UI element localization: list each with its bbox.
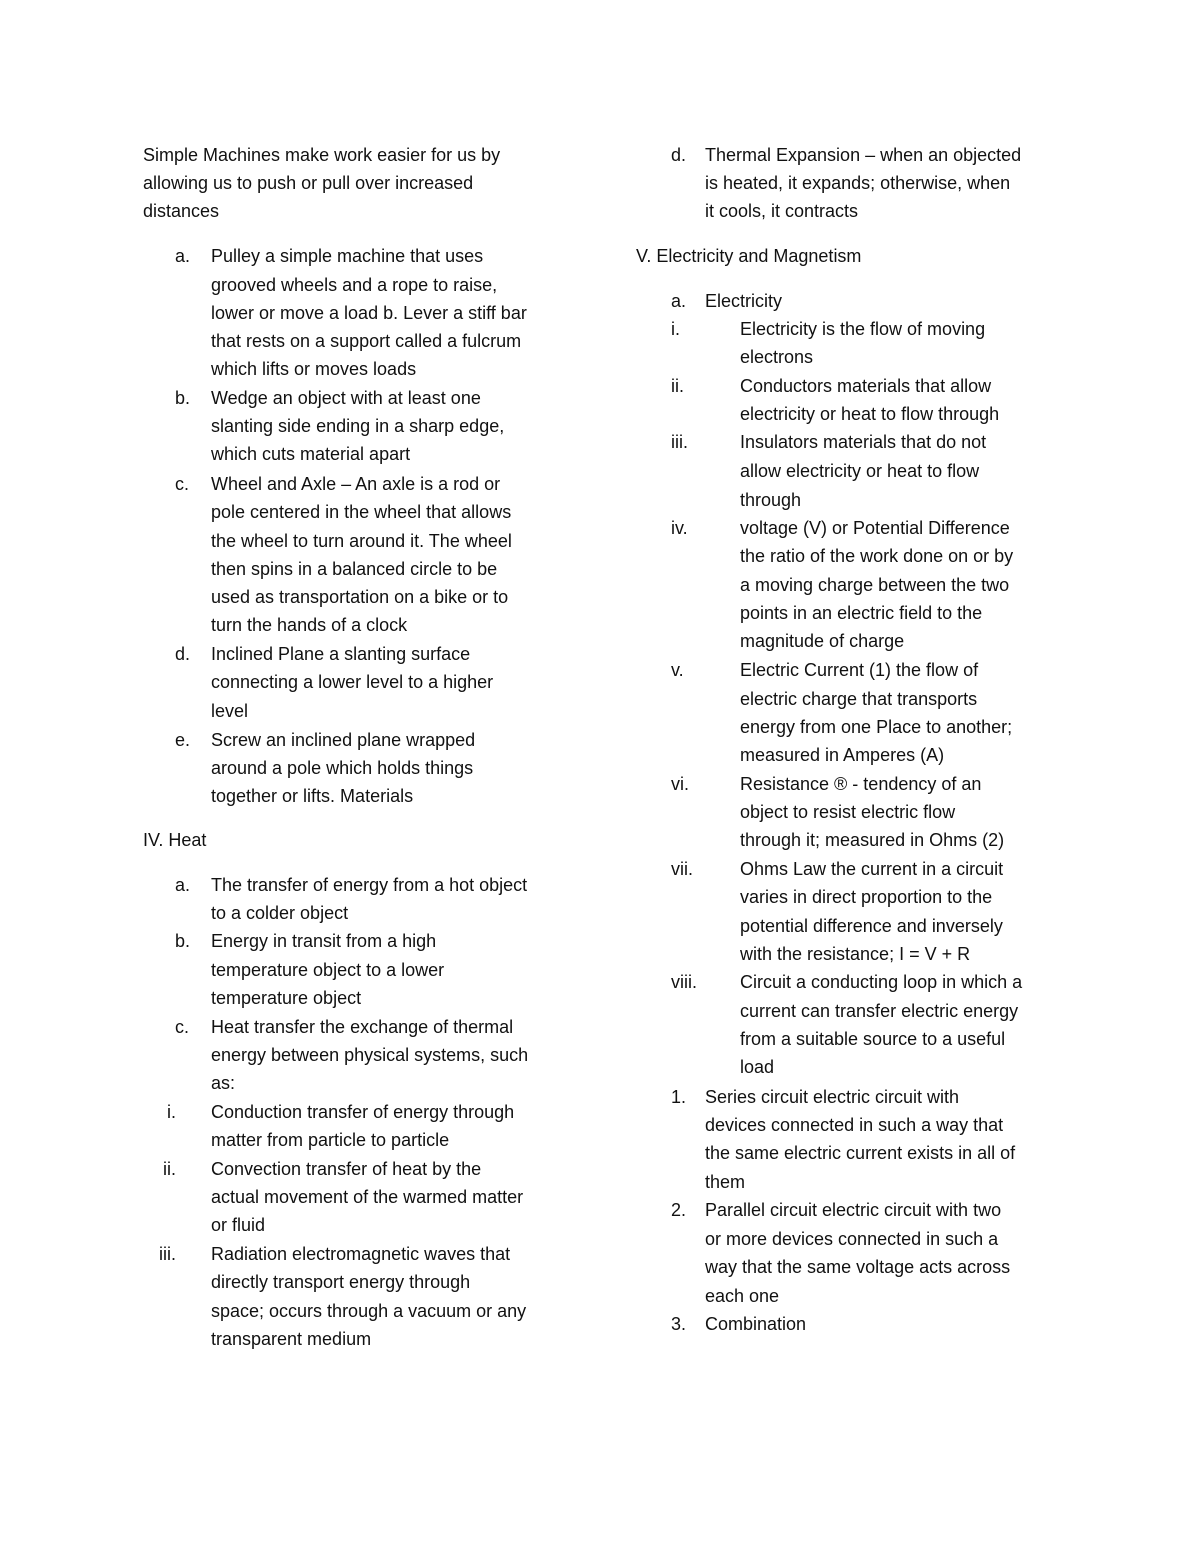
list-marker: ii. <box>671 376 684 396</box>
list-item-line: which lifts or moves loads <box>211 359 417 379</box>
list-item-line: turn the hands of a clock <box>211 615 408 635</box>
list-item-line: together or lifts. Materials <box>211 786 414 806</box>
section-heading-electricity-magnetism: V. Electricity and Magnetism <box>636 246 862 266</box>
list-item-line: Screw an inclined plane wrapped <box>211 730 476 750</box>
list-item-line: through <box>740 490 802 510</box>
list-marker: d. <box>671 145 687 165</box>
list-item-line: Resistance ® - tendency of an <box>740 774 982 794</box>
list-item-line: Radiation electromagnetic waves that <box>211 1244 511 1264</box>
list-marker: d. <box>175 644 191 664</box>
list-item-line: used as transportation on a bike or to <box>211 587 509 607</box>
list-item-line: directly transport energy through <box>211 1272 471 1292</box>
list-marker: c. <box>175 474 190 494</box>
list-item-line: potential difference and inversely <box>740 916 1003 936</box>
list-item-line: around a pole which holds things <box>211 758 474 778</box>
list-item-line: grooved wheels and a rope to raise, <box>211 275 498 295</box>
list-item-line: Wedge an object with at least one <box>211 388 481 408</box>
list-marker: iii. <box>159 1244 176 1264</box>
list-marker: ii. <box>163 1159 176 1179</box>
list-marker: vii. <box>671 859 693 879</box>
list-item-line: from a suitable source to a useful <box>740 1029 1006 1049</box>
list-item-line: as: <box>211 1073 236 1093</box>
list-item-line: or fluid <box>211 1215 266 1235</box>
list-item-line: or more devices connected in such a <box>705 1229 999 1249</box>
list-item-line: slanting side ending in a sharp edge, <box>211 416 505 436</box>
list-item-line: Wheel and Axle – An axle is a rod or <box>211 474 501 494</box>
list-item-line: connecting a lower level to a higher <box>211 672 494 692</box>
list-item-line: varies in direct proportion to the <box>740 887 993 907</box>
list-marker: 3. <box>671 1314 687 1334</box>
list-marker: b. <box>175 388 191 408</box>
list-marker: a. <box>175 246 191 266</box>
list-item-line: matter from particle to particle <box>211 1130 450 1150</box>
list-item-line: allow electricity or heat to flow <box>740 461 980 481</box>
list-item-line: it cools, it contracts <box>705 201 859 221</box>
list-item-line: Electric Current (1) the flow of <box>740 660 979 680</box>
list-item-line: Convection transfer of heat by the <box>211 1159 482 1179</box>
list-item-line: voltage (V) or Potential Difference <box>740 518 1010 538</box>
list-item-line: Combination <box>705 1314 807 1334</box>
list-item-line: Pulley a simple machine that uses <box>211 246 484 266</box>
list-item-line: Thermal Expansion – when an objected <box>705 145 1022 165</box>
list-item-line: electricity or heat to flow through <box>740 404 1000 424</box>
list-item-line: temperature object to a lower <box>211 960 445 980</box>
list-item-line: Electricity is the flow of moving <box>740 319 986 339</box>
list-marker: 1. <box>671 1087 687 1107</box>
list-item-line: magnitude of charge <box>740 631 905 651</box>
list-item-line: Conduction transfer of energy through <box>211 1102 515 1122</box>
list-marker: 2. <box>671 1200 687 1220</box>
list-item-line: then spins in a balanced circle to be <box>211 559 498 579</box>
list-item-line: Series circuit electric circuit with <box>705 1087 960 1107</box>
list-item-line: actual movement of the warmed matter <box>211 1187 524 1207</box>
list-item-line: a moving charge between the two <box>740 575 1010 595</box>
list-item-line: level <box>211 701 249 721</box>
list-item-line: energy from one Place to another; <box>740 717 1013 737</box>
list-marker: b. <box>175 931 191 951</box>
list-item-line: Inclined Plane a slanting surface <box>211 644 471 664</box>
list-marker: e. <box>175 730 191 750</box>
list-item-line: space; occurs through a vacuum or any <box>211 1301 527 1321</box>
list-item-line: devices connected in such a way that <box>705 1115 1004 1135</box>
list-item-line: The transfer of energy from a hot object <box>211 875 528 895</box>
list-item-line: Energy in transit from a high <box>211 931 437 951</box>
list-item-line: Heat transfer the exchange of thermal <box>211 1017 514 1037</box>
list-marker: a. <box>671 291 687 311</box>
list-item-line: them <box>705 1172 746 1192</box>
list-item-line: measured in Amperes (A) <box>740 745 945 765</box>
list-item-line: way that the same voltage acts across <box>705 1257 1011 1277</box>
list-item-line: each one <box>705 1286 780 1306</box>
list-item-line: Circuit a conducting loop in which a <box>740 972 1023 992</box>
list-item-line: transparent medium <box>211 1329 372 1349</box>
list-item-line: that rests on a support called a fulcrum <box>211 331 522 351</box>
list-marker: i. <box>671 319 680 339</box>
list-marker: iii. <box>671 432 688 452</box>
list-marker: a. <box>175 875 191 895</box>
list-item-line: load <box>740 1057 775 1077</box>
intro-line: Simple Machines make work easier for us by <box>143 145 501 165</box>
list-item-line: which cuts material apart <box>211 444 411 464</box>
list-item-line: temperature object <box>211 988 362 1008</box>
list-item-line: object to resist electric flow <box>740 802 956 822</box>
list-item-line: is heated, it expands; otherwise, when <box>705 173 1011 193</box>
list-item-line: Parallel circuit electric circuit with two <box>705 1200 1002 1220</box>
list-item-line: the wheel to turn around it. The wheel <box>211 531 512 551</box>
list-marker: v. <box>671 660 684 680</box>
section-heading-heat: IV. Heat <box>143 830 207 850</box>
list-item-line: the ratio of the work done on or by <box>740 546 1014 566</box>
intro-line: distances <box>143 201 220 221</box>
list-item-line: energy between physical systems, such <box>211 1045 529 1065</box>
subheading-electricity: Electricity <box>705 291 783 311</box>
list-item-line: points in an electric field to the <box>740 603 983 623</box>
list-item-line: Insulators materials that do not <box>740 432 987 452</box>
list-marker: vi. <box>671 774 689 794</box>
list-item-line: electric charge that transports <box>740 689 978 709</box>
list-item-line: to a colder object <box>211 903 349 923</box>
list-item-line: pole centered in the wheel that allows <box>211 502 512 522</box>
list-item-line: current can transfer electric energy <box>740 1001 1019 1021</box>
list-item-line: with the resistance; I = V + R <box>740 944 971 964</box>
list-item-line: Ohms Law the current in a circuit <box>740 859 1004 879</box>
list-marker: viii. <box>671 972 697 992</box>
list-marker: i. <box>167 1102 176 1122</box>
list-item-line: through it; measured in Ohms (2) <box>740 830 1005 850</box>
list-item-line: Conductors materials that allow <box>740 376 992 396</box>
list-marker: iv. <box>671 518 688 538</box>
list-item-line: electrons <box>740 347 814 367</box>
list-marker: c. <box>175 1017 190 1037</box>
intro-line: allowing us to push or pull over increased <box>143 173 474 193</box>
list-item-line: lower or move a load b. Lever a stiff bar <box>211 303 527 323</box>
list-item-line: the same electric current exists in all of <box>705 1143 1016 1163</box>
